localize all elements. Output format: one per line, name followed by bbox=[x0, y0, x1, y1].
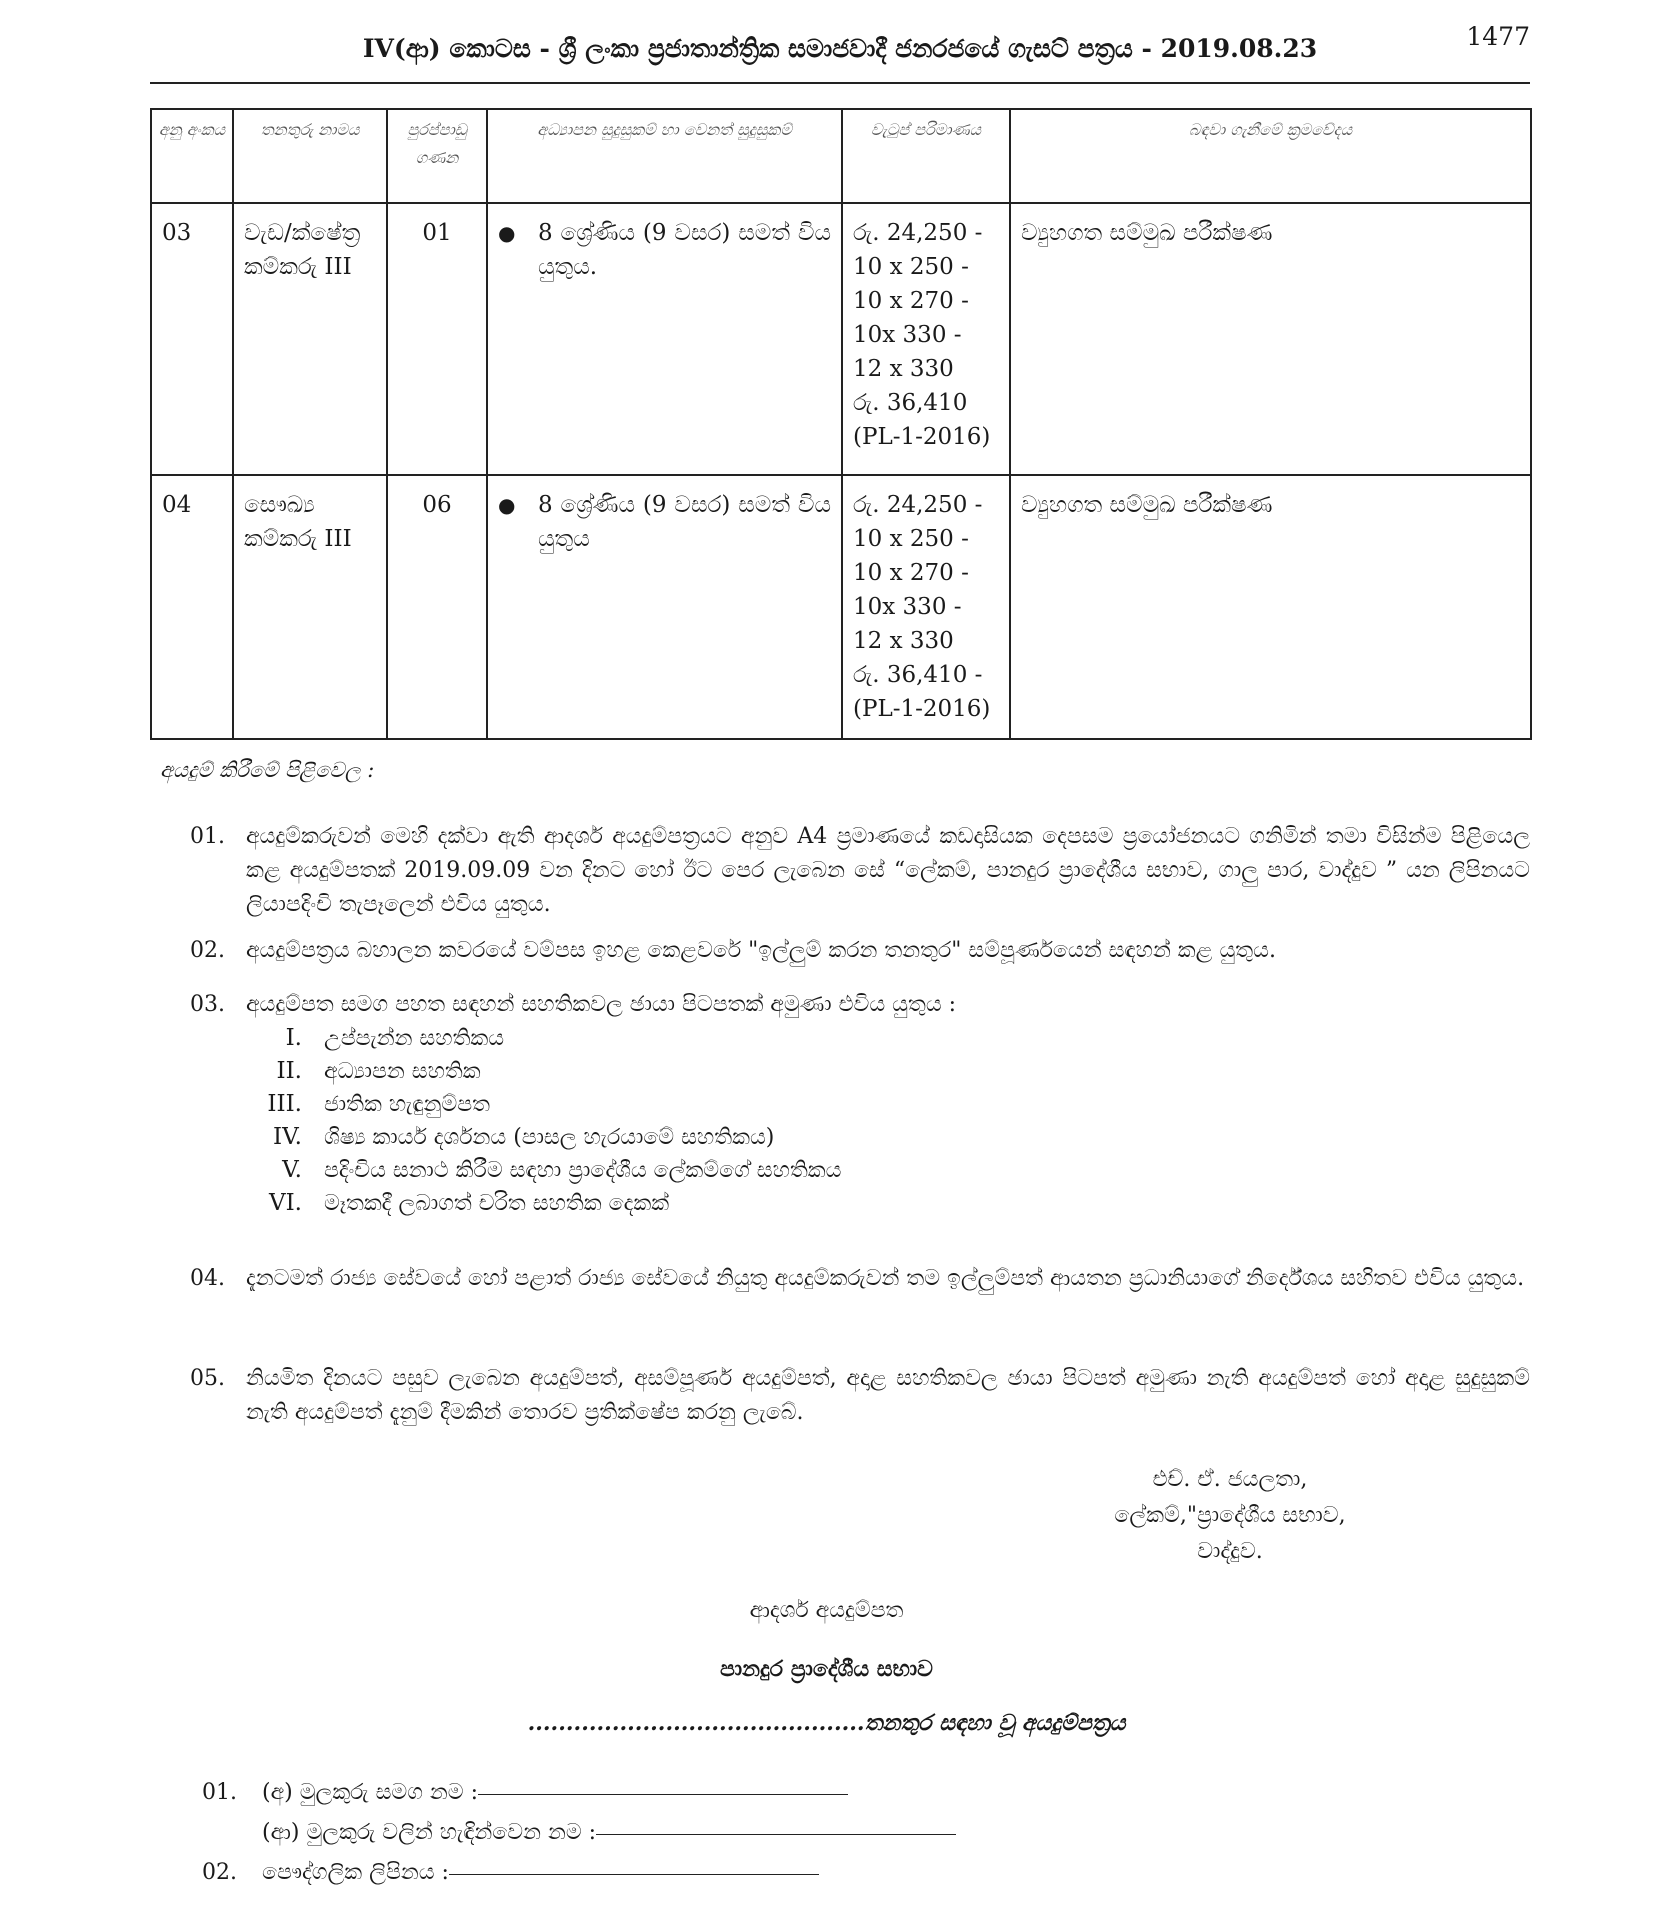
salary-line: 12 x 330 bbox=[853, 356, 954, 382]
instruction-number: 02. bbox=[190, 938, 225, 963]
salary-line: 12 x 330 bbox=[853, 628, 954, 654]
post-name: වැඩ/ක්ෂේත්‍ර කම්කරු III bbox=[233, 203, 387, 475]
qualification-text: 8 ශ්‍රේණිය (9 වසර) සමත් විය යුතුය bbox=[538, 492, 831, 552]
field-label: (ආ) මුලකුරු වලින් හැඳින්වෙන නම : bbox=[262, 1820, 597, 1845]
vacancy-table bbox=[150, 108, 1532, 740]
salary-scale bbox=[842, 203, 1010, 475]
field-label: පෞද්ගලික ලිපිනය : bbox=[262, 1860, 449, 1885]
column-header-qualifications: අධ්‍යාපන සුදුසුකම් හා වෙනත් සුදුසුකම් bbox=[487, 109, 842, 203]
page-header bbox=[150, 22, 1530, 84]
form-field-address: 02. පෞද්ගලික ලිපිනය : bbox=[202, 1860, 819, 1885]
salary-line: රු. 36,410 bbox=[853, 390, 968, 416]
bullet-icon: ● bbox=[498, 221, 516, 245]
instruction-text: අයදුම්පත සමග පහත සඳහන් සහතිකවල ඡායා පිටපතක් අමුණා එවිය යුතුය : bbox=[246, 992, 957, 1017]
salary-line: රු. 36,410 - bbox=[853, 662, 983, 688]
page-number: 1477 bbox=[1466, 22, 1530, 51]
instruction-number: 03. bbox=[190, 992, 225, 1017]
council-name: පානදුර ප්‍රාදේශීය සභාව bbox=[720, 1656, 933, 1682]
salary-line: රු. 24,250 - bbox=[853, 492, 983, 518]
signature-block bbox=[1030, 1462, 1430, 1570]
qualification-cell bbox=[487, 475, 842, 739]
fill-line bbox=[478, 1792, 848, 1795]
signatory-name: එච්. ඒ. ජයලතා, bbox=[1152, 1467, 1308, 1492]
recruitment-method: ව්‍යුහගත සම්මුඛ පරීක්ෂණ bbox=[1010, 475, 1531, 739]
salary-line: 10 x 270 - bbox=[853, 288, 969, 314]
instruction-text: දැනටමත් රාජ්‍ය සේවයේ හෝ පළාත් රාජ්‍ය සේවයේ නියුතු අයදුම්කරුවන් තම ඉල්ලුම්පත් ආයතන ප්‍රධානියාගේ නිර්දේශය සහිතව එවිය යුතුය. bbox=[246, 1266, 1525, 1291]
column-header-salary: වැටුප් පරිමාණය bbox=[842, 109, 1010, 203]
vacancy-count: 01 bbox=[387, 203, 487, 475]
fill-line bbox=[596, 1832, 956, 1835]
salary-line: 10 x 270 - bbox=[853, 560, 969, 586]
instruction-number: 05. bbox=[190, 1366, 225, 1391]
fill-line bbox=[449, 1872, 819, 1875]
list-item: V. පදිංචිය සනාථ කිරීම සඳහා ප්‍රාදේශීය ලේකම්ගේ සහතිකය bbox=[282, 1157, 842, 1183]
serial-number: 04 bbox=[151, 475, 233, 739]
form-field-name-with-initials: 01. (අ) මුලකුරු සමග නම : bbox=[202, 1780, 848, 1805]
salary-line: 10 x 250 - bbox=[853, 526, 969, 552]
application-procedure-heading: අයදුම් කිරීමේ පිළිවෙල : bbox=[160, 758, 375, 782]
instruction-item bbox=[190, 1262, 1530, 1296]
instruction-number: 01. bbox=[190, 824, 225, 849]
instruction-number: 04. bbox=[190, 1266, 225, 1291]
column-header-vacancies: පුරප්පාඩු ගණන bbox=[387, 109, 487, 203]
list-item: VI. මෑතකදී ලබාගත් චරිත සහතික දෙකක් bbox=[268, 1190, 670, 1216]
instruction-text: අයදුම්කරුවන් මෙහි දක්වා ඇති ආදර්ශ අයදුම්පත්‍රයට අනුව A4 ප්‍රමාණයේ කඩදාසියක දෙපසම ප්‍රයෝජනයට ගනිමින් තමා විසින්ම පිළියෙල කළ අයදුම්පතක් 2019.09.09 වන දිනට හෝ ඊට පෙර ලැබෙන සේ “ලේකම්, පානදුර ප්‍රාදේශීය සභාව, ගාලු පාර, වාද්දුව ” යන ලිපිනයට ලියාපදිංචි තැපෑලෙන් එවිය යුතුය. bbox=[246, 824, 1530, 917]
list-item: III. ජාතික හැඳුනුම්පත bbox=[267, 1091, 490, 1117]
instruction-item bbox=[190, 1362, 1530, 1430]
signatory-place: වාද්දුව. bbox=[1197, 1539, 1263, 1564]
instruction-item bbox=[190, 988, 1530, 1220]
bullet-icon: ● bbox=[498, 493, 516, 517]
post-blank-dots: ............................................ bbox=[527, 1710, 865, 1736]
instruction-text: නියමිත දිනයට පසුව ලැබෙන අයදුම්පත්, අසම්පූර්ණ අයදුම්පත්, අදාළ සහතිකවල ඡායා පිටපත් අමුණා නැති අයදුම්පත් හෝ අදාළ සුදුසුකම් නැති අයදුම්පත් දැනුම් දීමකින් තොරව ප්‍රතික්ෂේප කරනු ලැබේ. bbox=[246, 1366, 1530, 1425]
gazette-title: IV(ආ) කොටස - ශ්‍රී ලංකා ප්‍රජාතාන්ත්‍රික සමාජවාදී ජනරජයේ ගැසට් පත්‍රය - 2019.08.23 bbox=[362, 34, 1318, 63]
instruction-item bbox=[190, 934, 1530, 968]
column-header-method: බඳවා ගැනීමේ ක්‍රමවේදය bbox=[1010, 109, 1531, 203]
vacancy-count: 06 bbox=[387, 475, 487, 739]
qualification-cell bbox=[487, 203, 842, 475]
salary-line: (PL-1-2016) bbox=[853, 424, 991, 450]
salary-line: රු. 24,250 - bbox=[853, 220, 983, 246]
model-application-title: ආදර්ශ අයදුම්පත bbox=[749, 1598, 904, 1623]
post-suffix: තනතුර සඳහා වූ අයදුම්පත්‍රය bbox=[864, 1710, 1126, 1736]
recruitment-method: ව්‍යුහගත සම්මුඛ පරීක්ෂණ bbox=[1010, 203, 1531, 475]
certificate-list bbox=[240, 1022, 1530, 1220]
list-item: IV. ශිෂ්‍ය කාර්ය දර්ශනය (පාසල හැරයාමේ සහතිකය) bbox=[273, 1124, 775, 1150]
salary-line: 10x 330 - bbox=[853, 594, 962, 620]
qualification-text: 8 ශ්‍රේණිය (9 වසර) සමත් විය යුතුය. bbox=[538, 220, 831, 280]
form-field-name-denoted bbox=[202, 1820, 956, 1845]
salary-line: (PL-1-2016) bbox=[853, 696, 991, 722]
table-header-row bbox=[151, 109, 1531, 203]
application-form-title bbox=[0, 1710, 1653, 1736]
salary-line: 10x 330 - bbox=[853, 322, 962, 348]
instruction-text: අයදුම්පත්‍රය බහාලන කවරයේ වම්පස ඉහළ කෙළවරේ "ඉල්ලුම් කරන තනතුර" සම්පූර්ණයෙන් සඳහන් කළ යුතුය. bbox=[246, 938, 1276, 963]
salary-scale bbox=[842, 475, 1010, 739]
column-header-serial: අනු අංකය bbox=[151, 109, 233, 203]
field-label: (අ) මුලකුරු සමග නම : bbox=[262, 1780, 479, 1805]
post-name: සෞඛ්‍ය කම්කරු III bbox=[233, 475, 387, 739]
table-row bbox=[151, 203, 1531, 475]
table-row bbox=[151, 475, 1531, 739]
list-item: II. අධ්‍යාපන සහතික bbox=[276, 1058, 481, 1084]
instruction-item bbox=[190, 820, 1530, 922]
column-header-post: තනතුරු නාමය bbox=[233, 109, 387, 203]
list-item: I. උප්පැන්න සහතිකය bbox=[285, 1025, 505, 1051]
signatory-title: ලේකම්,"ප්‍රාදේශීය සභාව, bbox=[1114, 1503, 1346, 1528]
serial-number: 03 bbox=[151, 203, 233, 475]
salary-line: 10 x 250 - bbox=[853, 254, 969, 280]
